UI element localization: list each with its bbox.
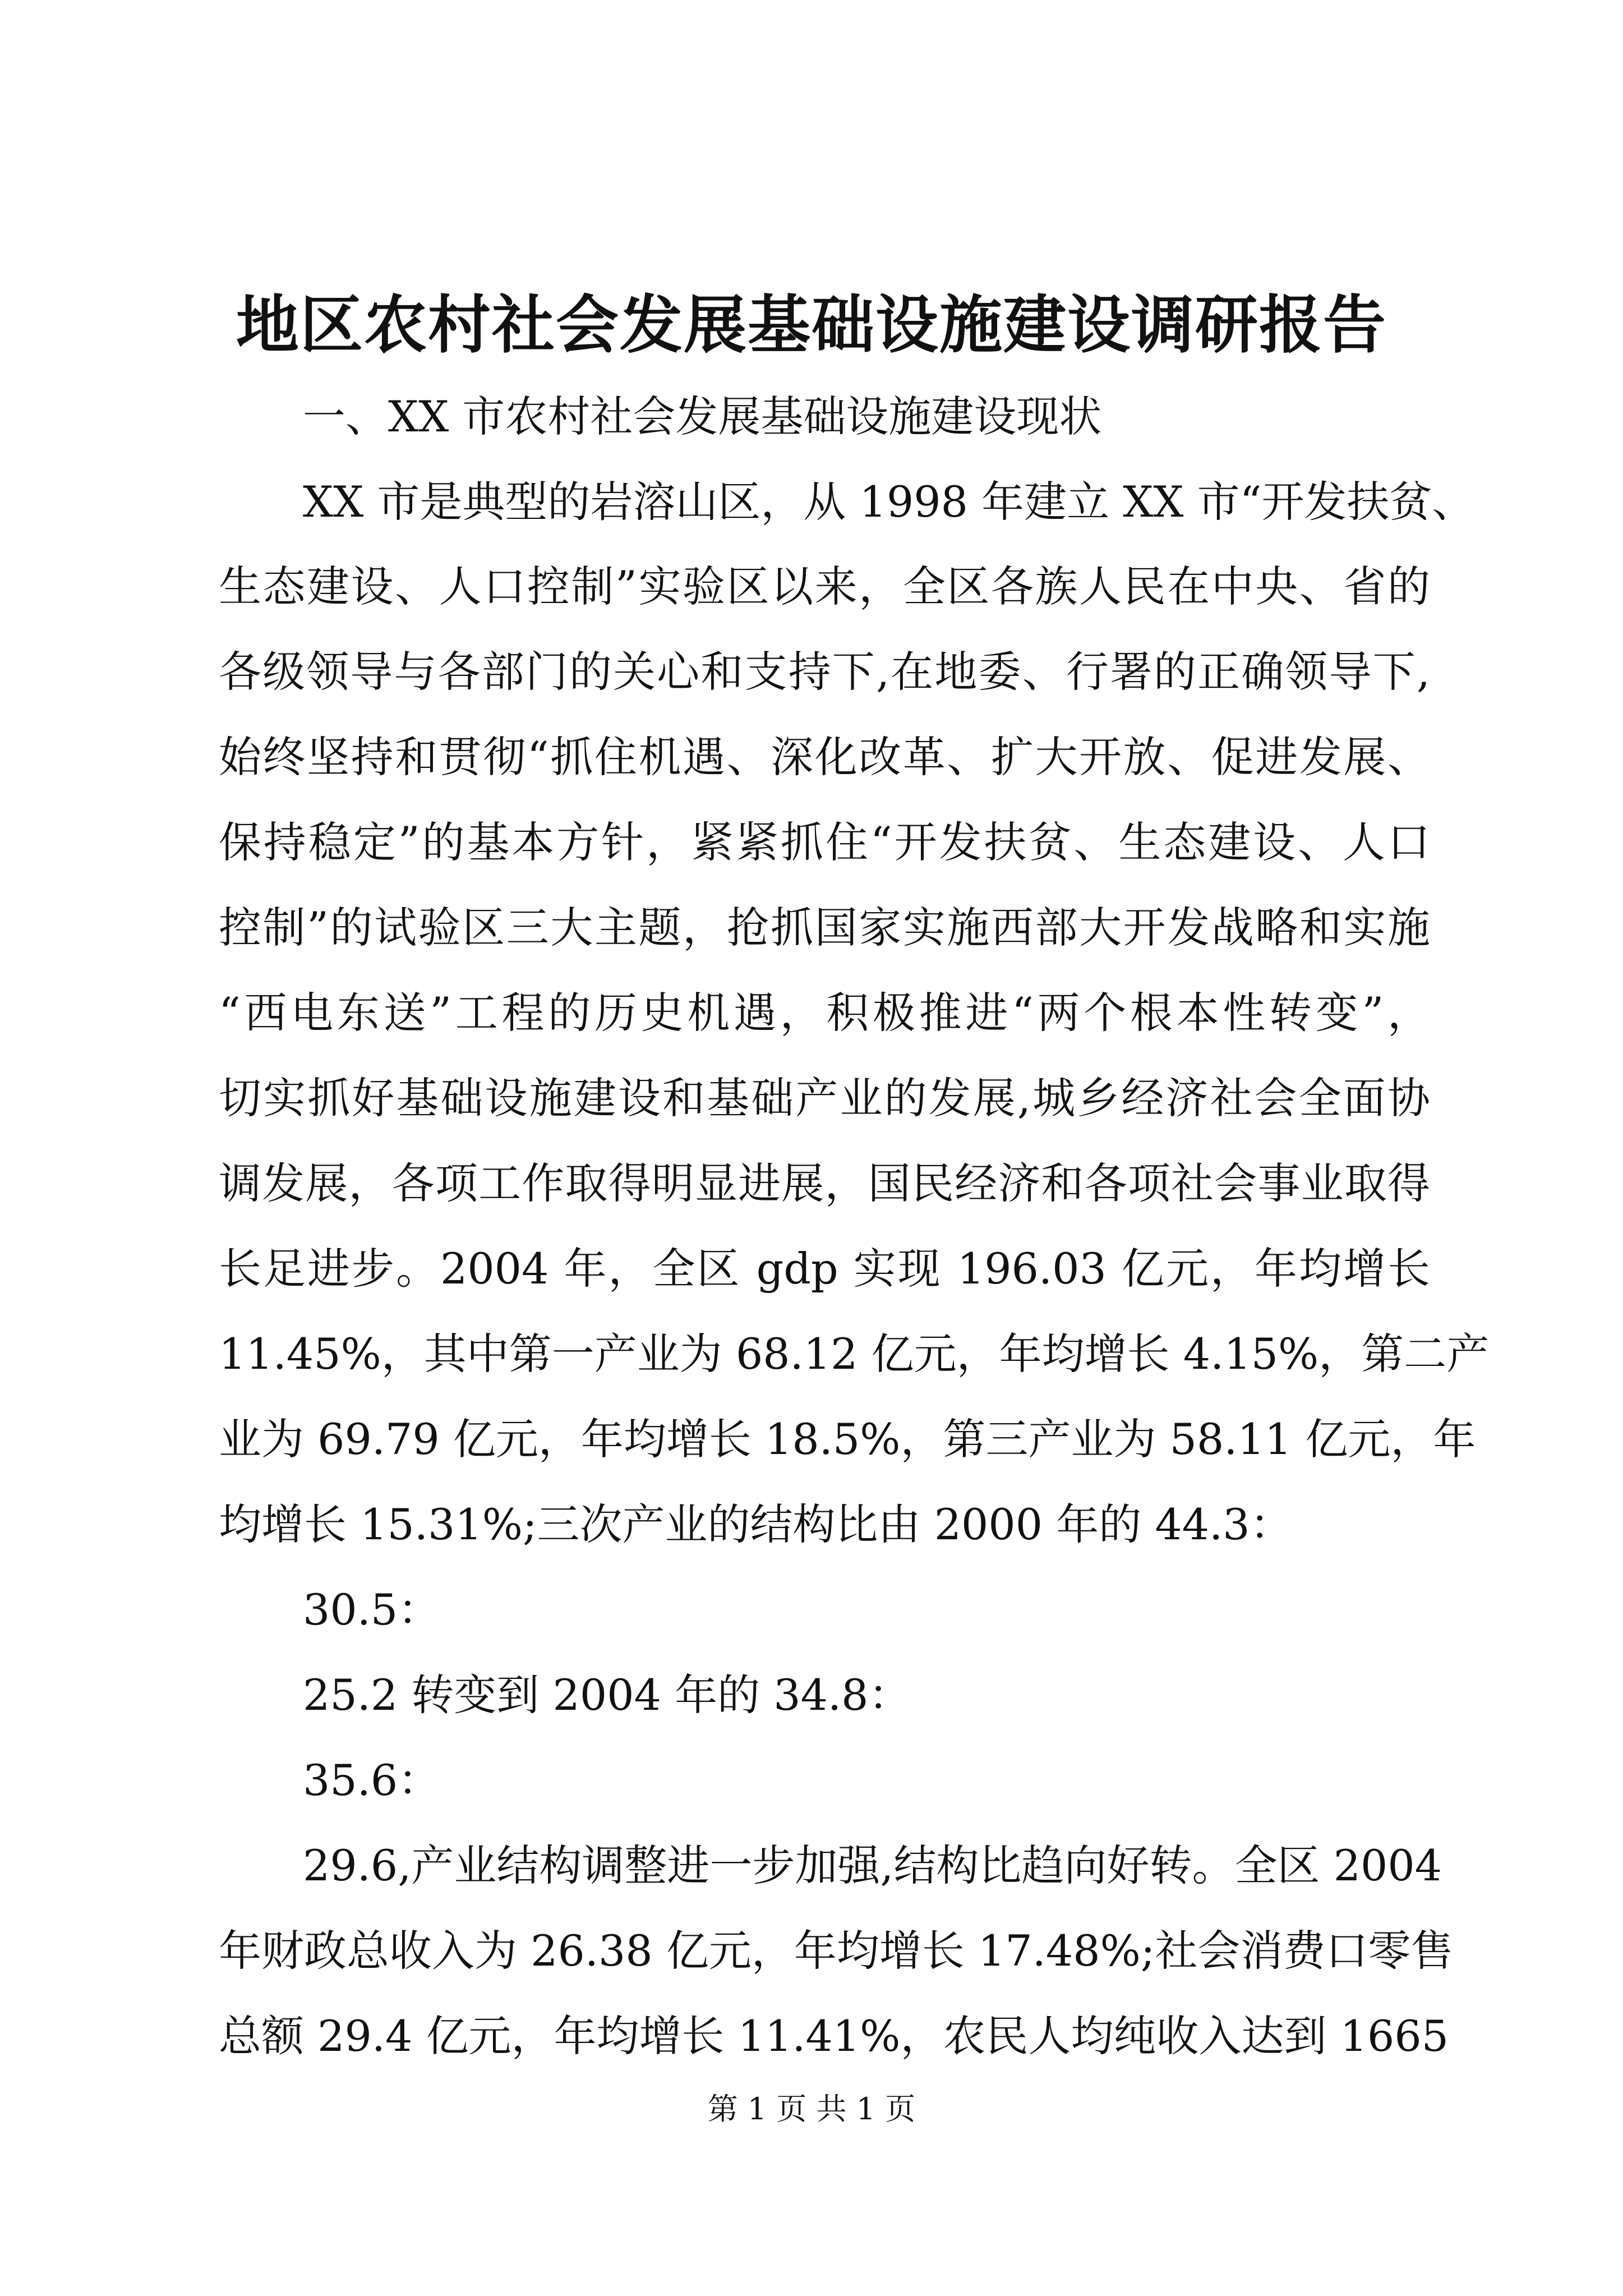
- section-heading: 一、XX 市农村社会发展基础设施建设现状: [303, 392, 1102, 441]
- paragraph-line: 30.5：: [303, 1585, 441, 1635]
- paragraph-line: 总额 29.4 亿元，年均增长 11.41%，农民人均纯收入达到 1665: [219, 2011, 1449, 2061]
- paragraph-line: 始终坚持和贯彻“抓住机遇、深化改革、扩大开放、促进发展、: [219, 732, 1430, 782]
- paragraph-line: XX 市是典型的岩溶山区，从 1998 年建立 XX 市“开发扶贫、: [303, 477, 1475, 527]
- paragraph-line: 生态建设、人口控制”实验区以来，全区各族人民在中央、省的: [219, 562, 1430, 611]
- paragraph-line: 切实抓好基础设施建设和基础产业的发展,城乡经济社会全面协: [219, 1073, 1430, 1123]
- paragraph-line: 均增长 15.31%;三次产业的结构比由 2000 年的 44.3：: [219, 1499, 1293, 1549]
- paragraph-line: 35.6：: [303, 1755, 441, 1805]
- paragraph-line: 25.2 转变到 2004 年的 34.8：: [303, 1670, 911, 1720]
- paragraph-line: 业为 69.79 亿元，年均增长 18.5%，第三产业为 58.11 亿元，年: [219, 1414, 1476, 1464]
- paragraph-line: 29.6,产业结构调整进一步加强,结构比趋向好转。全区 2004: [303, 1841, 1442, 1890]
- paragraph-line: 各级领导与各部门的关心和支持下,在地委、行署的正确领导下,: [219, 647, 1430, 697]
- paragraph-line: 控制”的试验区三大主题，抢抓国家实施西部大开发战略和实施: [219, 903, 1430, 953]
- paragraph-line: 年财政总收入为 26.38 亿元，年均增长 17.48%;社会消费口零售: [219, 1926, 1454, 1976]
- paragraph-line: 11.45%，其中第一产业为 68.12 亿元，年均增长 4.15%，第二产: [219, 1329, 1490, 1379]
- paragraph-line: 调发展，各项工作取得明显进展，国民经济和各项社会事业取得: [219, 1158, 1430, 1208]
- page-footer: 第 1 页 共 1 页: [707, 2091, 916, 2127]
- document-title: 地区农村社会发展基础设施建设调研报告: [236, 288, 1387, 362]
- paragraph-line: 保持稳定”的基本方针，紧紧抓住“开发扶贫、生态建设、人口: [219, 817, 1430, 867]
- paragraph-line: 长足进步。2004 年，全区 gdp 实现 196.03 亿元，年均增长: [219, 1244, 1430, 1294]
- paragraph-line: “西电东送”工程的历史机遇，积极推进“两个根本性转变”，: [219, 988, 1430, 1038]
